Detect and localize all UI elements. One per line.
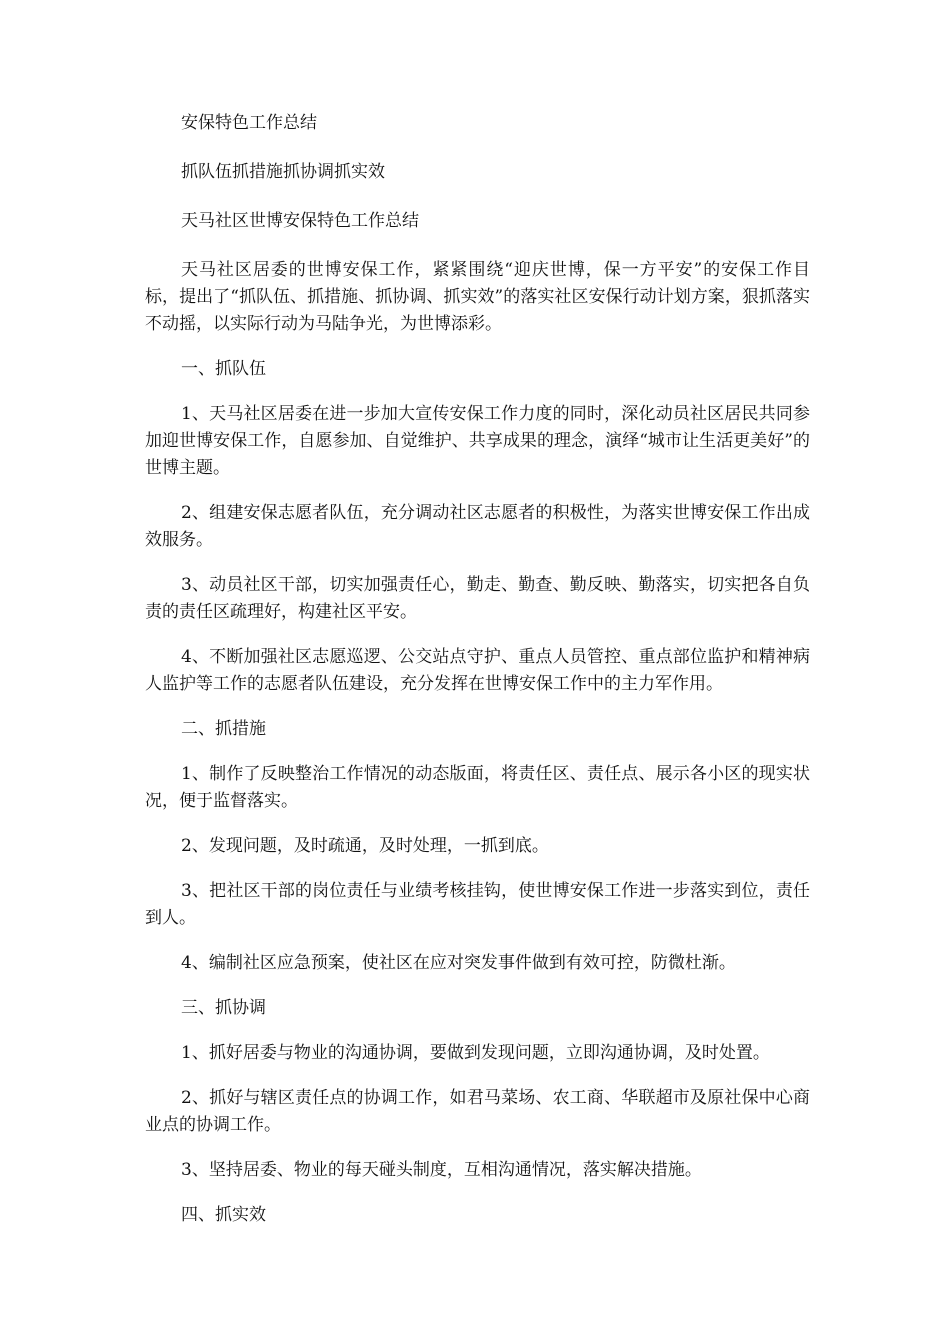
section-item: 3、把社区干部的岗位责任与业绩考核挂钩，使世博安保工作进一步落实到位，责任到人。 (145, 881, 810, 928)
section-item: 1、天马社区居委在进一步加大宣传安保工作力度的同时，深化动员社区居民共同参加迎世博安保工作，自愿参加、自觉维护、共享成果的理念，演绎“城市让生活更美好”的世博主题。 (145, 404, 810, 478)
section-item: 4、不断加强社区志愿巡逻、公交站点守护、重点人员管控、重点部位监护和精神病人监护等工作的志愿者队伍建设，充分发挥在世博安保工作中的主力军作用。 (145, 647, 810, 694)
document-title: 安保特色工作总结 (181, 113, 317, 133)
section-item: 3、坚持居委、物业的每天碰头制度，互相沟通情况，落实解决措施。 (181, 1160, 702, 1180)
section-item: 1、制作了反映整治工作情况的动态版面，将责任区、责任点、展示各小区的现实状况，便于监督落实。 (145, 764, 810, 811)
section-heading: 二、抓措施 (181, 719, 266, 739)
document-heading: 天马社区世博安保特色工作总结 (181, 211, 419, 231)
section-heading: 四、抓实效 (181, 1205, 266, 1225)
section-item: 2、抓好与辖区责任点的协调工作，如君马菜场、农工商、华联超市及原社保中心商业点的协调工作。 (145, 1088, 810, 1135)
intro-paragraph: 天马社区居委的世博安保工作，紧紧围绕“迎庆世博，保一方平安”的安保工作目标，提出了“抓队伍、抓措施、抓协调、抓实效”的落实社区安保行动计划方案，狠抓落实不动摇，以实际行动为马陆争光，为世博添彩。 (145, 260, 810, 334)
section-item: 2、发现问题，及时疏通，及时处理，一抓到底。 (181, 836, 549, 856)
section-item: 3、动员社区干部，切实加强责任心，勤走、勤查、勤反映、勤落实，切实把各自负责的责任区疏理好，构建社区平安。 (145, 575, 810, 622)
section-heading: 一、抓队伍 (181, 359, 266, 379)
section-item: 1、抓好居委与物业的沟通协调，要做到发现问题，立即沟通协调，及时处置。 (181, 1043, 770, 1063)
section-item: 4、编制社区应急预案，使社区在应对突发事件做到有效可控，防微杜渐。 (181, 953, 736, 973)
section-item: 2、组建安保志愿者队伍，充分调动社区志愿者的积极性，为落实世博安保工作出成效服务。 (145, 503, 810, 550)
document-subtitle: 抓队伍抓措施抓协调抓实效 (181, 162, 385, 182)
document-page (145, 110, 810, 1247)
section-heading: 三、抓协调 (181, 998, 266, 1018)
